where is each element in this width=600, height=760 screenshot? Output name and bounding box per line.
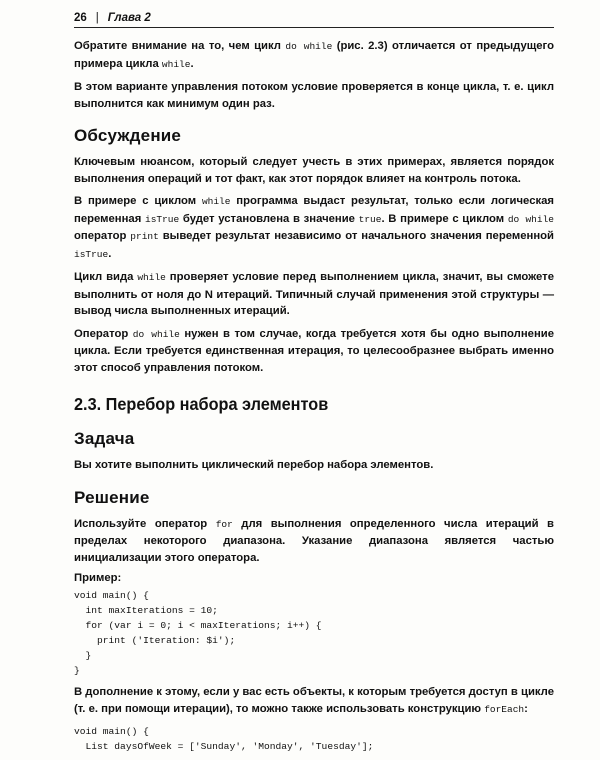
task-heading: Задача [74, 429, 135, 448]
header-separator: | [95, 12, 99, 24]
running-header [74, 10, 554, 28]
intro-paragraph-2: В этом варианте управления потоком условие проверяется в конце цикла, т. е. цикл выполнится как минимум один раз. [74, 81, 554, 110]
section-heading: 2.3. Перебор набора элементов [74, 394, 329, 414]
discussion-paragraph-3: Цикл вида while проверяет условие перед выполнением цикла, значит, вы сможете выполнить от ноля до N итераций. Типичный случай применения этой структуры — вывод числа выполненных итераций. [74, 271, 554, 317]
discussion-paragraph-4: Оператор do while нужен в том случае, когда требуется хотя бы одно выполнение цикла. Если требуется единственная итерация, то целесообразнее выбрать именно этот способ управления потоком. [74, 327, 554, 374]
book-page [74, 10, 554, 760]
chapter-title: Глава 2 [107, 12, 151, 24]
discussion-paragraph-2: В примере с циклом while программа выдаст результат, только если логическая переменная isTrue будет установлена в значение true. В примере с циклом do while оператор print выведет результат независимо от начального значения переменной isTrue. [74, 195, 554, 260]
intro-paragraph-1: Обратите внимание на то, чем цикл do while (рис. 2.3) отличается от предыдущего примера цикла while. [74, 40, 555, 70]
example-label: Пример: [74, 572, 122, 584]
solution-paragraph-2: В дополнение к этому, если у вас есть объекты, к которым требуется доступ в цикле (т. е. при помощи итерации), то можно также использовать конструкцию forEach: [74, 686, 554, 715]
page-number: 26 [74, 12, 87, 24]
solution-paragraph-1: Используйте оператор for для выполнения определенного числа итераций в пределах некоторого диапазона. Указание диапазона является частью инициализации этого оператора. [74, 517, 555, 564]
code-block-for-loop: void main() { int maxIterations = 10; for (var i = 0; i < maxIterations; i++) { print ('Iteration: $i'); } } [74, 590, 322, 676]
code-block-foreach: void main() { List daysOfWeek = ['Sunday', 'Monday', 'Tuesday']; [74, 726, 374, 752]
solution-heading: Решение [74, 487, 150, 507]
discussion-heading: Обсуждение [74, 126, 182, 145]
discussion-paragraph-1: Ключевым нюансом, который следует учесть в этих примерах, является порядок выполнения операций и тот факт, как этот порядок влияет на контроль потока. [74, 156, 554, 185]
task-paragraph: Вы хотите выполнить циклический перебор набора элементов. [74, 459, 434, 471]
